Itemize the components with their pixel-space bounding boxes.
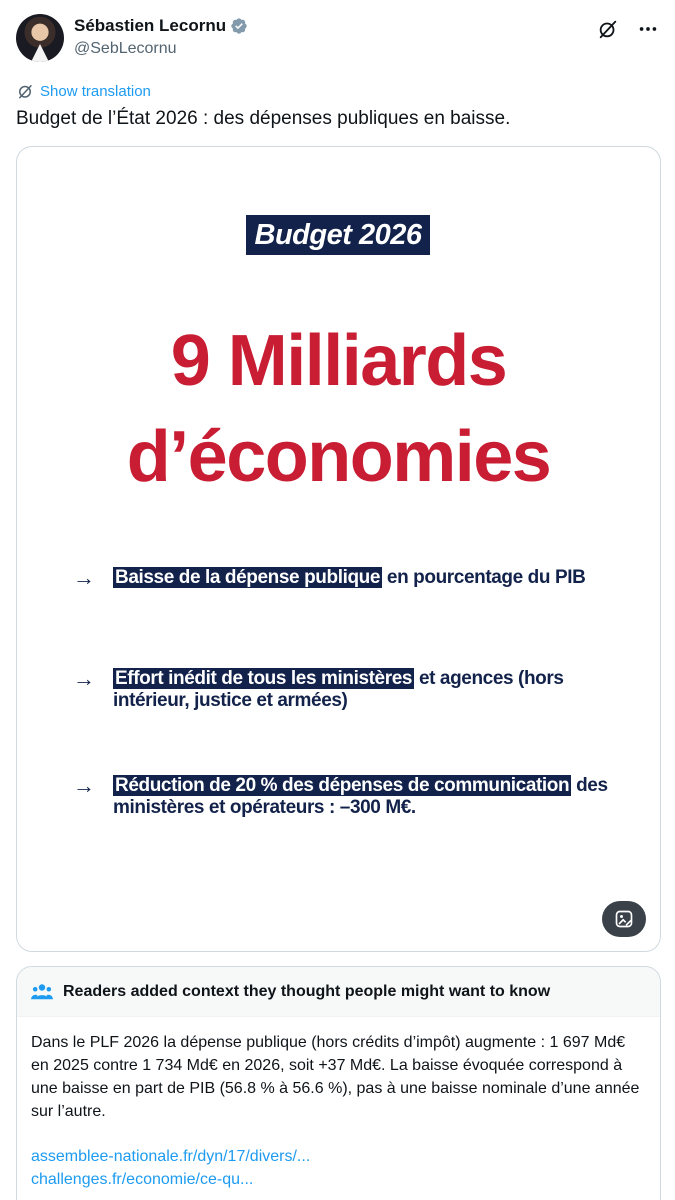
more-icon[interactable] <box>637 18 659 40</box>
display-name[interactable]: Sébastien Lecornu <box>74 16 227 35</box>
source-link[interactable]: assemblee-nationale.fr/dyn/17/divers/... <box>31 1148 311 1165</box>
bullet-item <box>73 775 620 819</box>
bullet-rest: en pourcentage du PIB <box>382 567 586 588</box>
community-note <box>16 966 661 1200</box>
community-note-links <box>31 1145 646 1191</box>
headline-line-1: 9 Milliards <box>170 321 507 401</box>
community-note-header <box>17 967 660 1017</box>
bullet-highlight: Baisse de la dépense publique <box>115 567 381 588</box>
arrow-right-icon: → <box>73 773 95 798</box>
people-icon <box>31 982 53 1002</box>
bullet-item <box>73 567 620 589</box>
bullet-rest: et agences (hors intérieur, justice et armées) <box>113 668 564 711</box>
tweet-media-image[interactable] <box>16 146 661 952</box>
author-info <box>74 16 248 58</box>
arrow-right-icon: → <box>73 565 95 590</box>
community-note-title: Readers added context they thought people might want to know <box>63 982 551 1000</box>
bullet-text <box>113 567 585 589</box>
headline-line-2: d’économies <box>126 417 551 497</box>
image-edit-button[interactable] <box>602 901 646 937</box>
show-translation-label: Show translation <box>40 82 151 100</box>
arrow-right-icon: → <box>73 666 95 691</box>
avatar[interactable] <box>16 14 64 62</box>
tweet-header <box>16 14 659 64</box>
bullet-text <box>113 775 620 819</box>
budget-badge: Budget 2026 <box>246 215 430 255</box>
tweet-text: Budget de l’État 2026 : des dépenses publiques en baisse. <box>16 108 511 129</box>
verified-badge-icon <box>230 17 248 35</box>
bullet-highlight: Réduction de 20 % des dépenses de communication <box>115 775 570 796</box>
community-note-text: Dans le PLF 2026 la dépense publique (hors crédits d’impôt) augmente : 1 697 Md€ en 2025 contre 1 734 Md€ en 2026, soit +37 Md€. La baisse évoquée correspond à une baisse en part de PIB (56.8 % à 56.6 %), pas à une baisse nominale d’une année sur l’autre. <box>31 1034 640 1120</box>
translate-icon <box>16 82 34 100</box>
community-note-body <box>17 1017 660 1191</box>
source-link[interactable]: challenges.fr/economie/ce-qu... <box>31 1171 254 1188</box>
bullet-item <box>73 668 620 712</box>
grok-icon[interactable] <box>597 18 619 40</box>
bullet-text <box>113 668 620 712</box>
handle[interactable]: @SebLecornu <box>74 40 177 57</box>
show-translation-link[interactable] <box>16 82 151 100</box>
bullet-rest: des ministères et opérateurs : –300 M€. <box>113 775 608 818</box>
header-actions <box>597 18 659 40</box>
image-edit-icon <box>614 909 634 929</box>
bullet-highlight: Effort inédit de tous les ministères <box>115 668 413 689</box>
